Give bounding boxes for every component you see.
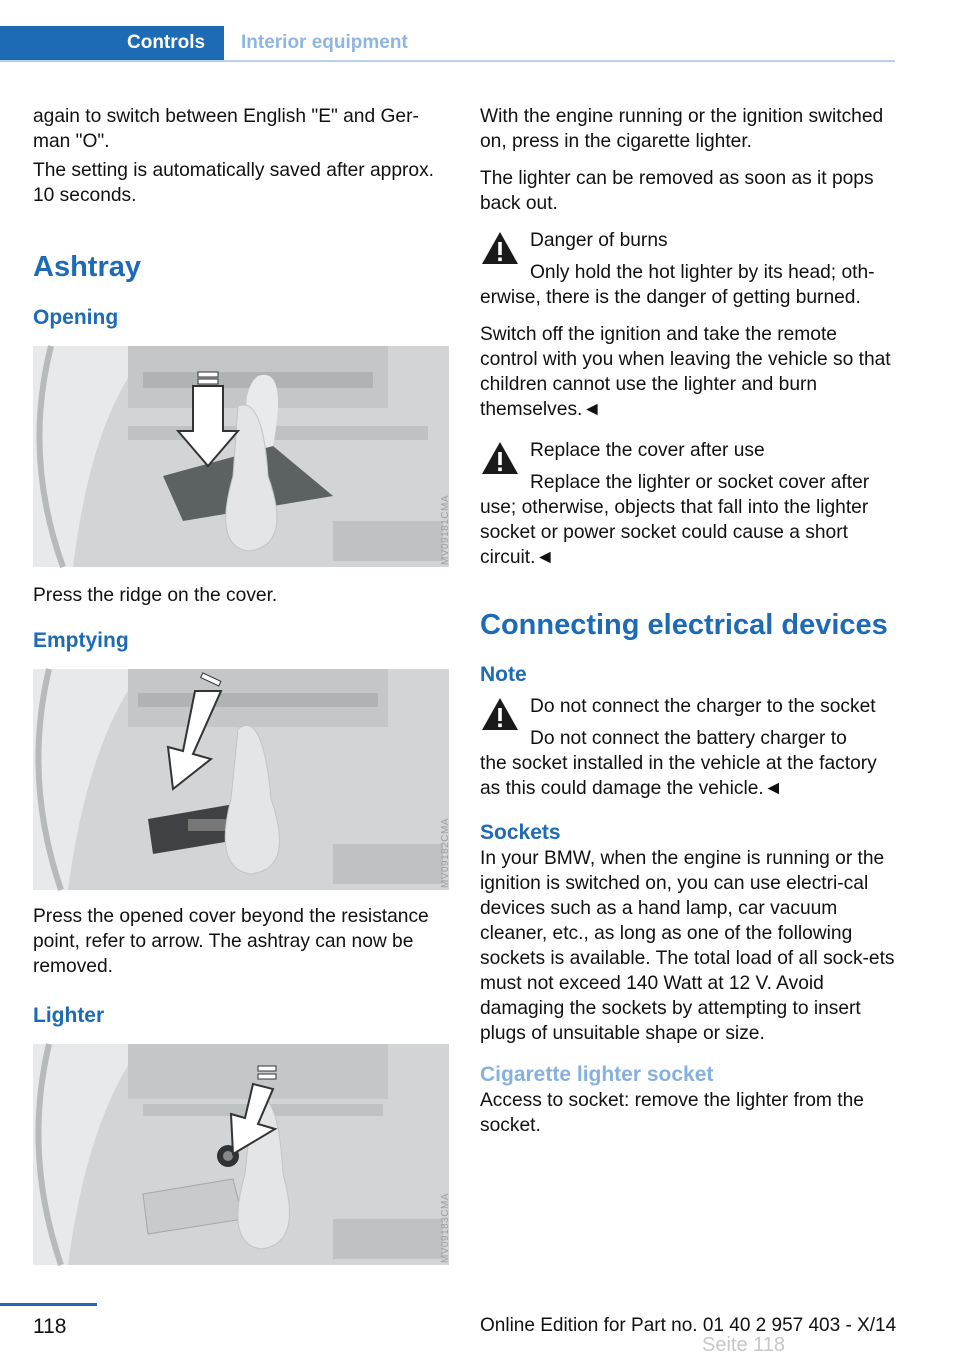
- footer-divider: [0, 1303, 97, 1306]
- sockets-heading: Sockets: [480, 821, 561, 844]
- warning-text-rest: use; otherwise, objects that fall into the lighter socket or power socket could cause a short circuit.◄: [480, 497, 869, 568]
- ashtray-heading: Ashtray: [33, 251, 141, 283]
- figure-code: MV09183CMA: [440, 1192, 451, 1263]
- warning-cover: [480, 438, 895, 570]
- left-column: [33, 104, 451, 1265]
- lighter-text-2: The lighter can be removed as soon as it pops back out.: [480, 168, 874, 214]
- header-divider: [0, 60, 895, 62]
- emptying-text: Press the opened cover beyond the resistance point, refer to arrow. The ashtray can now be removed.: [33, 906, 429, 977]
- emptying-illustration: [33, 669, 449, 890]
- warning-extra-text: Switch off the ignition and take the remote control with you when leaving the vehicle so that children cannot use the lighter and burn themselves.◄: [480, 324, 891, 420]
- note-heading: Note: [480, 663, 527, 686]
- sockets-text: In your BMW, when the engine is running or the ignition is switched on, you can use electri-cal devices such as a hand lamp, car vacuum cleaner, etc., as long as one of the following sockets is available. The total load of all sock-ets must not exceed 140 Watt at 12 V. Avoid damaging the sockets by attempting to insert plugs of unsuitable shape or size.: [480, 848, 895, 1044]
- warning-triangle-icon: [480, 696, 520, 732]
- emptying-heading: Emptying: [33, 629, 129, 652]
- warning-charger: [480, 694, 895, 801]
- page-header: [0, 26, 895, 62]
- lighter-text-1: With the engine running or the ignition switched on, press in the cigarette lighter.: [480, 106, 884, 152]
- warning-triangle-icon: [480, 440, 520, 476]
- lighter-illustration: [33, 1044, 449, 1265]
- cigarette-socket-heading: Cigarette lighter socket: [480, 1063, 714, 1086]
- warning-text-first: Only hold the hot lighter by its head; oth-: [530, 262, 875, 283]
- connecting-heading: Connecting electrical devices: [480, 609, 888, 641]
- opening-text: Press the ridge on the cover.: [33, 585, 278, 606]
- warning-burns: [480, 228, 895, 310]
- figure-code: MV09181CMA: [440, 494, 451, 565]
- section-label[interactable]: Interior equipment: [241, 32, 408, 53]
- figure-code: MV09182CMA: [440, 817, 451, 888]
- intro-text-2: The setting is automatically saved after approx. 10 seconds.: [33, 160, 435, 206]
- opening-illustration: [33, 346, 449, 567]
- warning-triangle-icon: [480, 230, 520, 266]
- intro-text-1: again to switch between English "E" and Ger-man "O".: [33, 106, 419, 152]
- warning-title: Replace the cover after use: [530, 440, 765, 461]
- watermark: Seite 118: [702, 1334, 786, 1356]
- opening-heading: Opening: [33, 306, 119, 329]
- warning-title: Do not connect the charger to the socket: [530, 696, 876, 717]
- chapter-label: Controls: [127, 32, 206, 53]
- chapter-tab[interactable]: [0, 26, 224, 60]
- lighter-heading: Lighter: [33, 1004, 105, 1027]
- page-number: 118: [33, 1315, 67, 1338]
- warning-text-first: Do not connect the battery charger to: [530, 728, 847, 749]
- warning-text-rest: erwise, there is the danger of getting burned.: [480, 287, 861, 308]
- right-column: [480, 104, 895, 1138]
- warning-text-first: Replace the lighter or socket cover after: [530, 472, 870, 493]
- warning-text-rest: the socket installed in the vehicle at the factory as this could damage the vehicle.◄: [480, 753, 877, 799]
- edition-text: Online Edition for Part no. 01 40 2 957 403 - X/14: [480, 1315, 897, 1336]
- warning-title: Danger of burns: [530, 230, 668, 251]
- cigarette-socket-text: Access to socket: remove the lighter from the socket.: [480, 1090, 864, 1136]
